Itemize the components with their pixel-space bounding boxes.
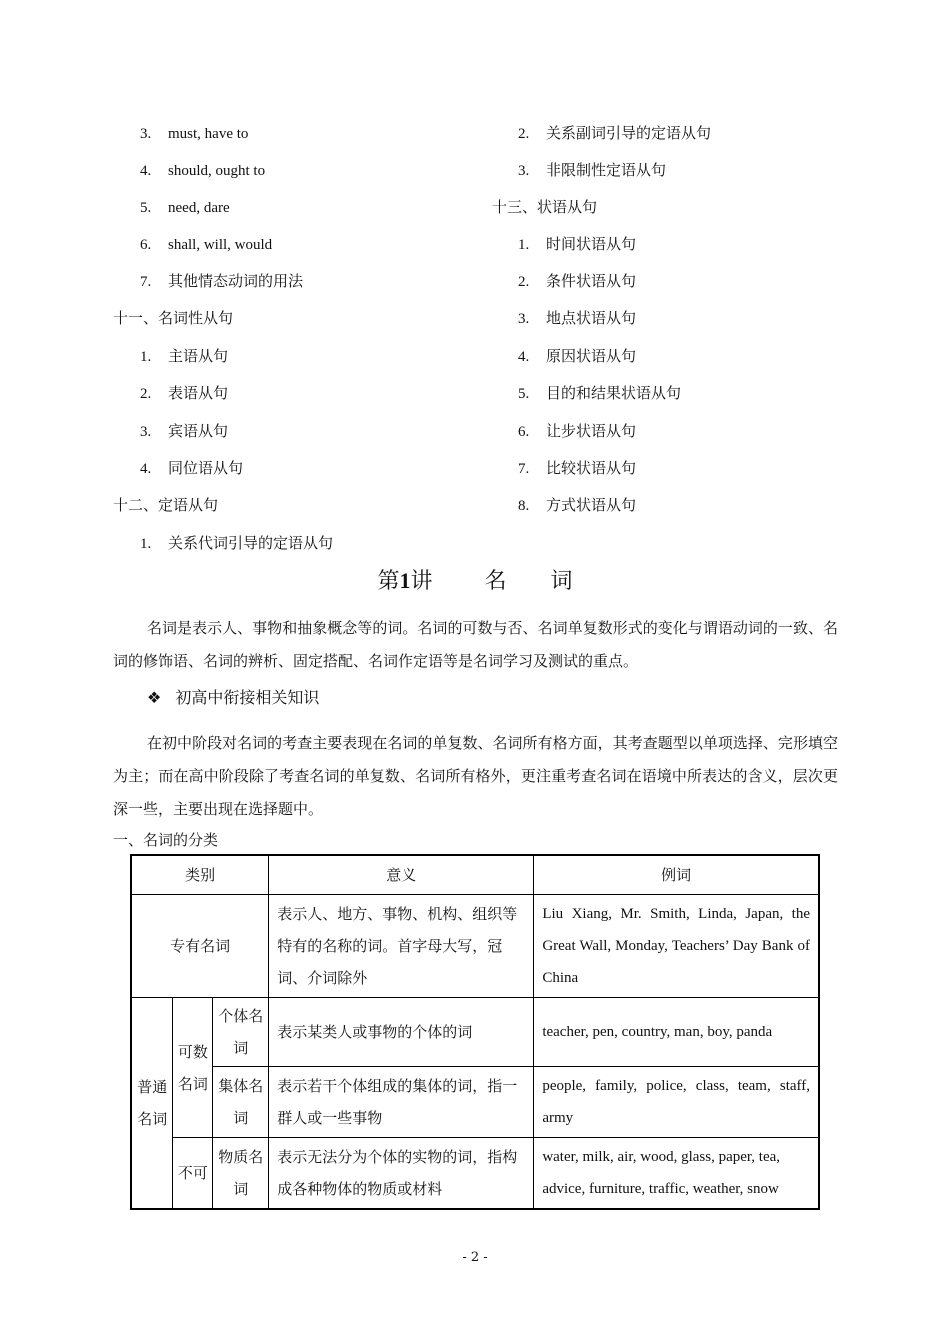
toc-item-num: 3. — [140, 424, 152, 440]
toc-item-text: 时间状语从句 — [546, 235, 637, 253]
toc-item-text: need, dare — [168, 200, 230, 216]
toc-item-text: 比较状语从句 — [546, 459, 637, 477]
toc-item — [140, 383, 228, 404]
intro-paragraph: 名词是表示人、事物和抽象概念等的词。名词的可数与否、名词单复数形式的变化与谓语动词的一致、名词的修饰语、名词的辨析、固定搭配、名词作定语等是名词学习及测试的重点。 — [113, 619, 838, 670]
toc-item-num: 5. — [140, 200, 152, 216]
toc-item-num: 1. — [518, 237, 530, 253]
lecture-number: 1 — [399, 568, 411, 593]
toc-item — [518, 160, 666, 181]
row-meaning: 表示某类人或事物的个体的词 — [269, 998, 534, 1067]
toc-item-text: 让步状语从句 — [546, 422, 637, 440]
row-examples: teacher, pen, country, man, boy, panda — [534, 998, 819, 1067]
toc-item-num: 2. — [518, 274, 530, 290]
toc-item-text: 其他情态动词的用法 — [168, 272, 304, 290]
toc-heading: 十一、名词性从句 — [113, 309, 234, 327]
lecture-topic-1: 名 — [484, 569, 507, 594]
toc-item-num: 6. — [518, 424, 530, 440]
section-title: 初高中衔接相关知识 — [175, 688, 320, 707]
toc-item — [518, 271, 636, 292]
toc-item-text: 表语从句 — [168, 384, 229, 402]
toc-item — [518, 234, 636, 255]
toc-item — [518, 123, 711, 144]
toc-item-num: 2. — [518, 126, 530, 142]
row-examples: people, family, police, class, team, staff, army — [534, 1067, 819, 1138]
toc-item-num: 5. — [518, 386, 530, 402]
lecture-title — [0, 566, 950, 597]
lecture-topic-2: 词 — [550, 569, 573, 594]
sub-category: 集体名词 — [213, 1067, 269, 1138]
table-row-proper — [131, 895, 819, 998]
classification-heading: 一、名词的分类 — [113, 831, 219, 849]
toc-item-num: 3. — [518, 163, 530, 179]
toc-item-text: 条件状语从句 — [546, 272, 637, 290]
toc-item-num: 2. — [140, 386, 152, 402]
table-header-row — [131, 855, 819, 895]
header-meaning: 意义 — [269, 855, 534, 895]
proper-noun-category: 专有名词 — [131, 895, 269, 998]
toc-item-num: 3. — [140, 126, 152, 142]
toc-item-num: 4. — [518, 349, 530, 365]
toc-item-text: 主语从句 — [168, 347, 229, 365]
toc-item-text: 同位语从句 — [168, 459, 244, 477]
table-row — [131, 1067, 819, 1138]
toc-item-num: 4. — [140, 163, 152, 179]
diamond-bullet-icon: ❖ — [147, 688, 162, 707]
toc-item-num: 7. — [140, 274, 152, 290]
toc-item-num: 1. — [140, 349, 152, 365]
toc-item-text: 关系副词引导的定语从句 — [546, 124, 712, 142]
row-meaning: 表示若干个体组成的集体的词，指一群人或一些事物 — [269, 1067, 534, 1138]
sub-category: 物质名词 — [213, 1138, 269, 1210]
toc-item — [518, 308, 636, 329]
page-number: - 2 - — [462, 1250, 488, 1265]
toc-item-num: 1. — [140, 536, 152, 552]
toc-item — [518, 458, 636, 479]
toc-item-num: 8. — [518, 498, 530, 514]
toc-item-text: 关系代词引导的定语从句 — [168, 534, 334, 552]
toc-item-text: should, ought to — [168, 163, 266, 179]
toc-item — [140, 123, 248, 144]
toc-item-num: 4. — [140, 461, 152, 477]
toc-item-text: 非限制性定语从句 — [546, 161, 667, 179]
row-meaning: 表示无法分为个体的实物的词，指构成各种物体的物质或材料 — [269, 1138, 534, 1210]
table-row — [131, 998, 819, 1067]
toc-heading: 十二、定语从句 — [113, 496, 219, 514]
toc-item-text: shall, will, would — [168, 237, 273, 253]
row-examples: water, milk, air, wood, glass, paper, tea, advice, furniture, traffic, weather, snow — [534, 1138, 819, 1210]
toc-item-text: 目的和结果状语从句 — [546, 384, 682, 402]
toc-item — [140, 160, 265, 181]
common-noun-label: 普通名词 — [131, 998, 173, 1210]
lecture-prefix: 第 — [377, 569, 400, 594]
bridge-paragraph: 在初中阶段对名词的考查主要表现在名词的单复数、名词所有格方面，其考查题型以单项选择、完形填空为主；而在高中阶段除了考查名词的单复数、名词所有格外，更注重考查名词在语境中所表达的含义，层次更深一些，主要出现在选择题中。 — [113, 734, 838, 818]
toc-item — [518, 421, 636, 442]
toc-item — [518, 495, 636, 516]
toc-item-num: 7. — [518, 461, 530, 477]
toc-item-text: 方式状语从句 — [546, 496, 637, 514]
sub-category: 个体名词 — [213, 998, 269, 1067]
toc-item — [140, 533, 333, 554]
toc-item — [140, 234, 272, 255]
header-category: 类别 — [131, 855, 269, 895]
countable-label: 可数名词 — [173, 998, 213, 1138]
section-heading — [147, 686, 319, 710]
toc-item — [140, 346, 228, 367]
proper-noun-examples: Liu Xiang, Mr. Smith, Linda, Japan, the Great Wall, Monday, Teachers’ Day Bank of China — [534, 895, 819, 998]
toc-item — [140, 421, 228, 442]
proper-noun-meaning: 表示人、地方、事物、机构、组织等特有的名称的词。首字母大写，冠词、介词除外 — [269, 895, 534, 998]
uncountable-label: 不可 — [173, 1138, 213, 1210]
noun-classification-table — [130, 854, 820, 1210]
toc-item — [140, 271, 303, 292]
toc-item-text: 地点状语从句 — [546, 309, 637, 327]
toc-heading: 十三、状语从句 — [492, 198, 598, 216]
toc-item — [518, 346, 636, 367]
toc-item — [140, 458, 243, 479]
toc-item-num: 6. — [140, 237, 152, 253]
toc-item-num: 3. — [518, 311, 530, 327]
toc-item-text: 原因状语从句 — [546, 347, 637, 365]
toc-item-text: must, have to — [168, 126, 249, 142]
lecture-suffix: 讲 — [410, 569, 433, 594]
toc-item-text: 宾语从句 — [168, 422, 229, 440]
table-row — [131, 1138, 819, 1210]
header-examples: 例词 — [534, 855, 819, 895]
toc-item — [140, 197, 230, 218]
toc-item — [518, 383, 681, 404]
